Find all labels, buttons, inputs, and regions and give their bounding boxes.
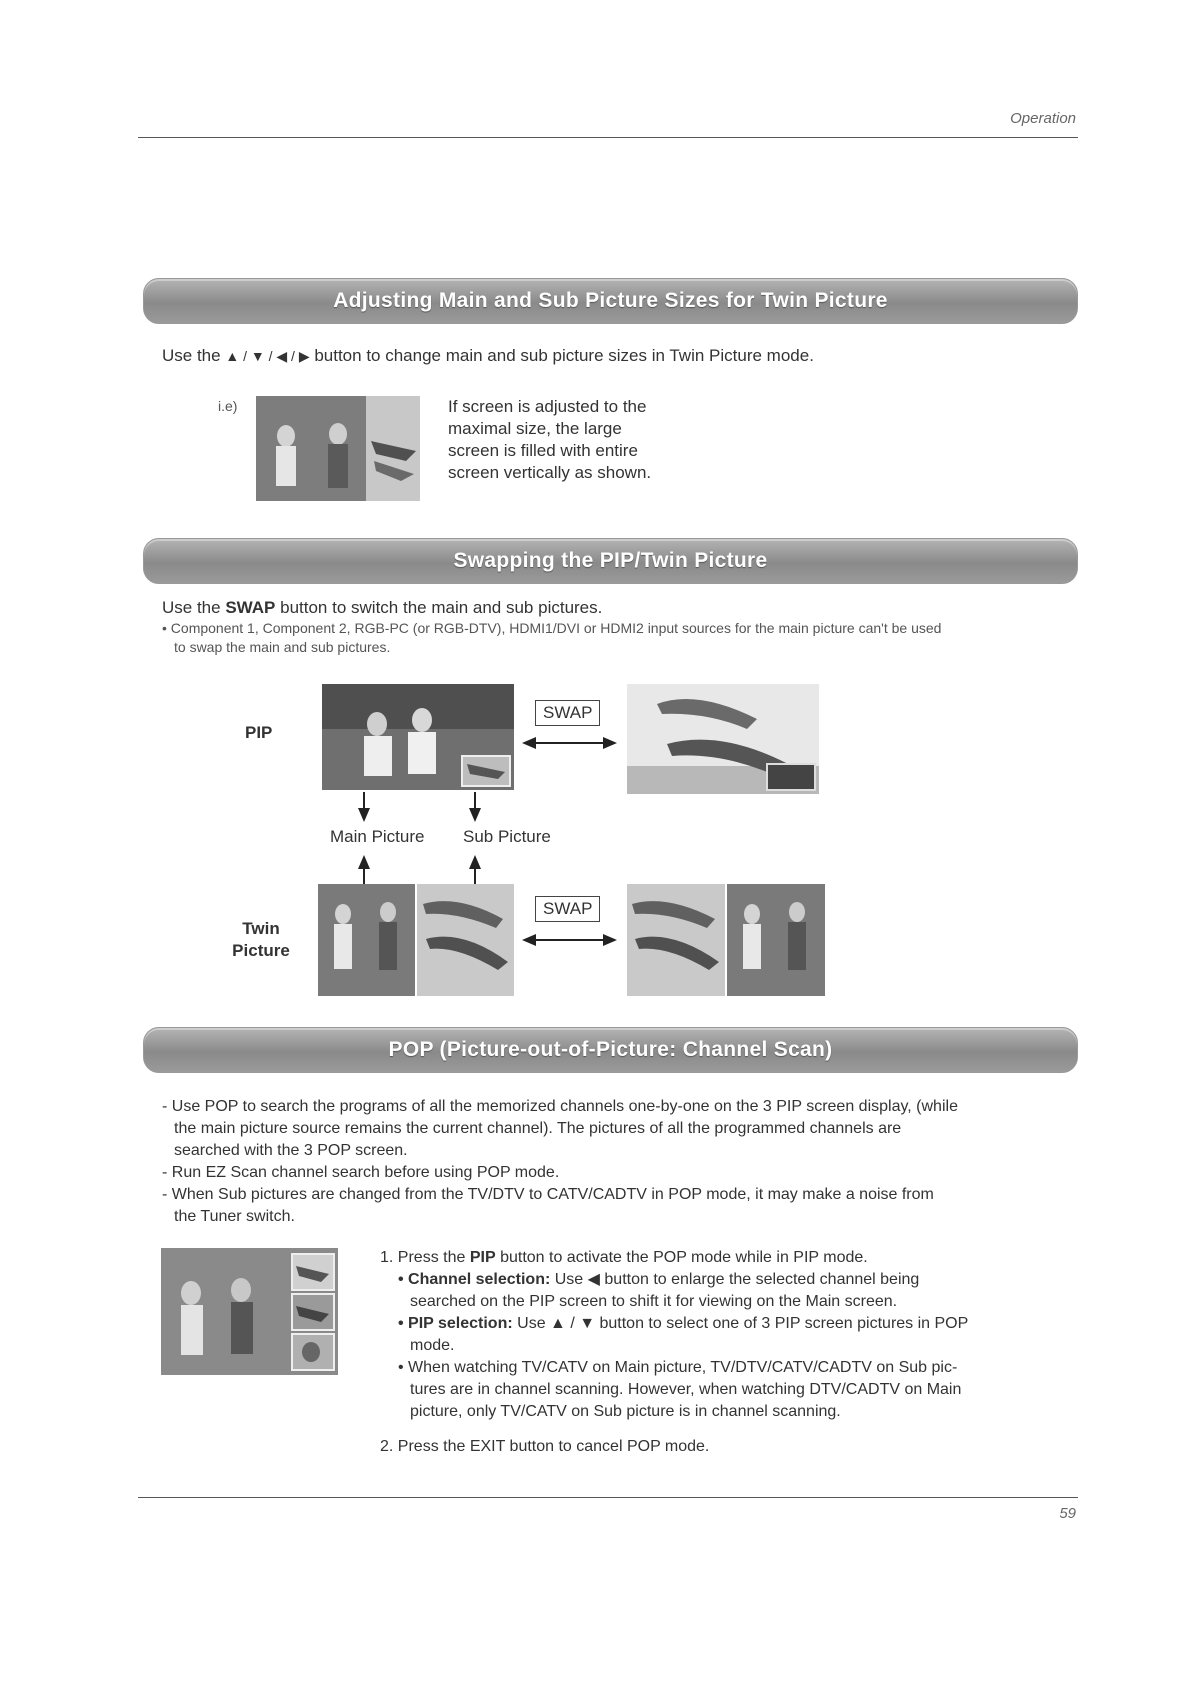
maximal-note-line: If screen is adjusted to the: [448, 397, 647, 416]
twin-before-photo: [318, 884, 514, 996]
pop-step1-details: [398, 1269, 1051, 1423]
twin-swap-label: SWAP: [535, 896, 600, 922]
pop-bullet-line: searched with the 3 POP screen.: [174, 1142, 408, 1159]
twin-label-line: Twin: [242, 919, 280, 938]
maximal-note-line: maximal size, the large: [448, 419, 622, 438]
pip-swap-label: SWAP: [535, 700, 600, 726]
section1-instruction: [162, 345, 814, 367]
pop-step1: [380, 1247, 868, 1269]
channel-selection-text: Use ◀ button to enlarge the selected channel being: [554, 1271, 920, 1288]
pop-example-photo: [161, 1248, 338, 1375]
swap-button-name: SWAP: [225, 598, 276, 617]
pop-bullet-line: the main picture source remains the current channel). The pictures of all the programmed channels are: [174, 1120, 902, 1137]
watching-note-line: tures are in channel scanning. However, when watching DTV/CADTV on Main: [410, 1381, 962, 1398]
twin-maximal-photo: [256, 396, 420, 501]
section2-title-bar: [143, 538, 1078, 584]
header-section-title: Operation: [1010, 110, 1076, 127]
pip-after-photo: [627, 684, 819, 794]
watching-note-line: picture, only TV/CATV on Sub picture is in channel scanning.: [410, 1403, 841, 1420]
twin-after-photo: [627, 884, 825, 996]
maximal-note: [448, 396, 660, 484]
channel-selection: [398, 1269, 1051, 1291]
pop-bullet-line: - Run EZ Scan channel search before using POP mode.: [162, 1164, 560, 1181]
pip-selection-text: Use ▲ / ▼ button to select one of 3 PIP screen pictures in POP: [517, 1315, 969, 1332]
twin-label-line: Picture: [232, 941, 290, 960]
instruction-prefix: Use the: [162, 598, 221, 617]
channel-selection-text-line2: searched on the PIP screen to shift it for viewing on the Main screen.: [410, 1293, 898, 1310]
channel-selection-title: • Channel selection:: [398, 1271, 551, 1288]
pop-bullet-line: - When Sub pictures are changed from the TV/DTV to CATV/CADTV in POP mode, it may make a noise from: [162, 1186, 934, 1203]
pip-button-name: PIP: [469, 1249, 496, 1266]
main-picture-label: Main Picture: [330, 827, 425, 846]
maximal-note-line: screen vertically as shown.: [448, 463, 652, 482]
pop-example-image: [161, 1248, 338, 1375]
section2-instruction: [162, 597, 602, 619]
section1-title-bar: [143, 278, 1078, 324]
pip-selection: [398, 1313, 1051, 1335]
watching-note-line: • When watching TV/CATV on Main picture, TV/DTV/CATV/CADTV on Sub pic-: [398, 1359, 958, 1376]
twin-picture-label: [228, 918, 294, 962]
sub-picture-up-arrow-icon: [465, 855, 485, 887]
arrow-buttons-icon: ▲ / ▼ / ◀ / ▶: [225, 348, 310, 364]
pop-bullet-line: - Use POP to search the programs of all the memorized channels one-by-one on the 3 PIP screen display, (while: [162, 1098, 958, 1115]
pip-before-image: [322, 684, 514, 790]
footer-rule: [138, 1497, 1078, 1498]
sub-picture-down-arrow-icon: [465, 792, 485, 822]
pop-step2: 2. Press the EXIT button to cancel POP mode.: [380, 1438, 710, 1455]
pip-selection-title: • PIP selection:: [398, 1315, 513, 1332]
twin-maximal-example-image: [256, 396, 420, 501]
main-picture-up-arrow-icon: [354, 855, 374, 887]
twin-before-image: [318, 884, 514, 996]
main-picture-down-arrow-icon: [354, 792, 374, 822]
pip-after-image: [627, 684, 819, 794]
twin-after-image: [627, 884, 825, 996]
sub-picture-label: Sub Picture: [463, 827, 551, 846]
instruction-prefix: Use the: [162, 346, 221, 365]
header-rule: [138, 137, 1078, 138]
step1-prefix: 1. Press the: [380, 1249, 466, 1266]
twin-swap-double-arrow-icon: [522, 932, 617, 948]
section2-note-line2: to swap the main and sub pictures.: [174, 639, 391, 655]
section3-title-bar: [143, 1027, 1078, 1073]
instruction-suffix: button to change main and sub picture sizes in Twin Picture mode.: [314, 346, 814, 365]
instruction-suffix: button to switch the main and sub pictures.: [280, 598, 603, 617]
step1-suffix: button to activate the POP mode while in PIP mode.: [500, 1249, 868, 1266]
pip-before-photo: [322, 684, 514, 790]
section1-title: Adjusting Main and Sub Picture Sizes for Twin Picture: [333, 289, 888, 312]
section2-note-line1: • Component 1, Component 2, RGB-PC (or RGB-DTV), HDMI1/DVI or HDMI2 input sources for the main picture can't be used: [162, 620, 942, 636]
pop-bullets: [162, 1096, 1052, 1228]
pop-bullet-line: the Tuner switch.: [174, 1208, 295, 1225]
pip-swap-double-arrow-icon: [522, 735, 617, 751]
pip-label: PIP: [245, 723, 273, 742]
section2-title: Swapping the PIP/Twin Picture: [453, 549, 768, 572]
section3-title: POP (Picture-out-of-Picture: Channel Scan): [388, 1038, 833, 1061]
pip-selection-text-line2: mode.: [410, 1337, 455, 1354]
maximal-note-line: screen is filled with entire: [448, 441, 638, 460]
page-number: 59: [1059, 1505, 1076, 1522]
ie-label: i.e): [218, 398, 238, 414]
